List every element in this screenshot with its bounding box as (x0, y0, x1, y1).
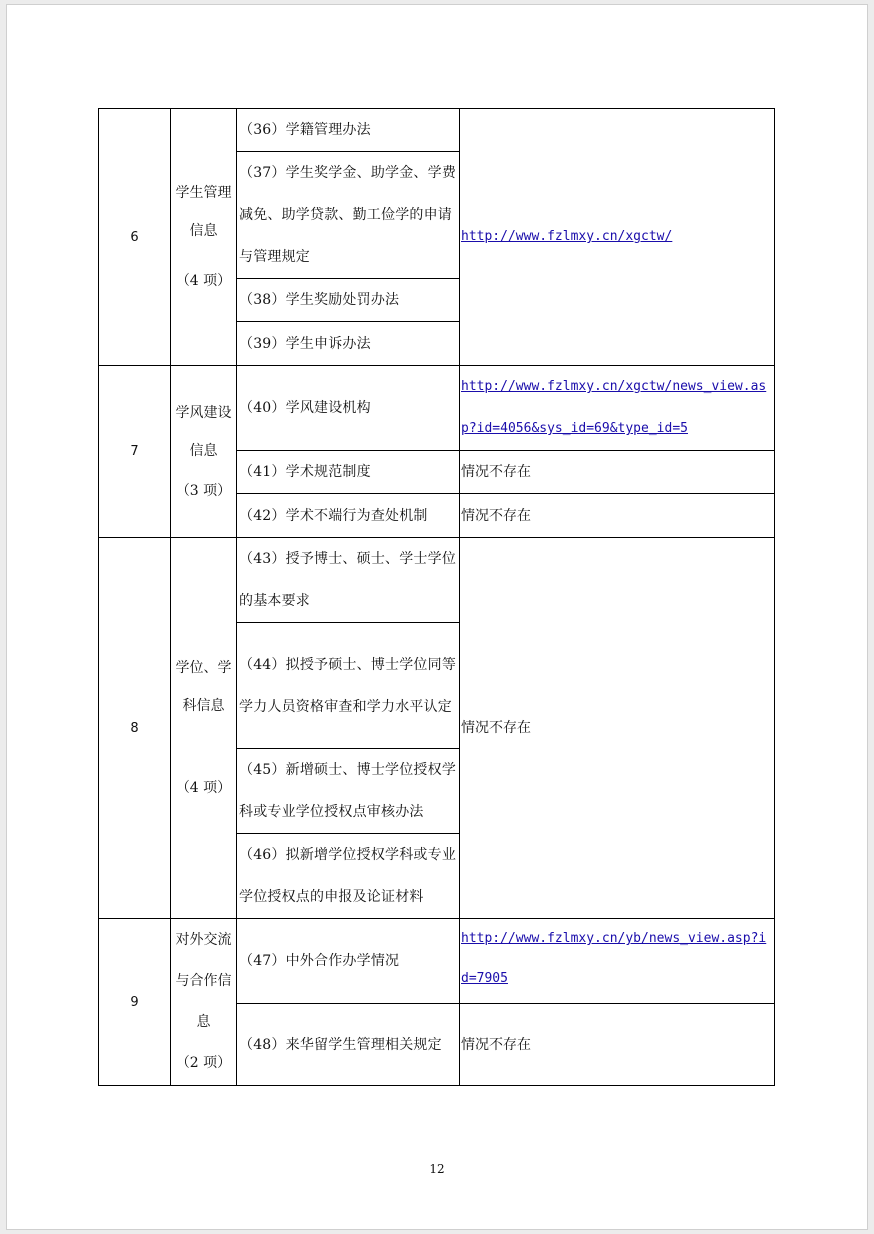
table-row (99, 366, 775, 451)
category-cell (171, 919, 237, 1086)
status-text: 情况不存在 (461, 1036, 531, 1053)
item-cell (237, 1004, 460, 1086)
item-cell (237, 538, 460, 623)
row-number: 9 (99, 919, 171, 1086)
status-text: 情况不存在 (461, 464, 531, 480)
category-label: 与合作信 (175, 973, 232, 989)
item-cell (237, 322, 460, 366)
category-count: （4 项） (175, 780, 232, 796)
category-count: （3 项） (175, 482, 232, 499)
item-text: （40）学风建设机构 (239, 400, 371, 416)
link-cell (460, 919, 775, 1004)
item-cell (237, 451, 460, 494)
category-cell (171, 109, 237, 366)
category-label: 信息 (189, 442, 218, 459)
item-text: （45）新增硕士、博士学位授权学科或专业学位授权点审核办法 (239, 762, 457, 820)
info-link[interactable]: http://www.fzlmxy.cn/yb/news_view.asp?id=7905 (461, 931, 767, 986)
category-label: 信息 (189, 223, 218, 239)
item-text: （46）拟新增学位授权学科或专业学位授权点的申报及论证材料 (239, 847, 457, 905)
category-cell (171, 538, 237, 919)
category-label: 对外交流 (175, 932, 232, 948)
status-cell (460, 538, 775, 919)
disclosure-table (98, 108, 775, 1086)
item-text: （36）学籍管理办法 (239, 122, 371, 138)
item-cell (237, 834, 460, 919)
link-cell (460, 366, 775, 451)
item-cell (237, 366, 460, 451)
item-text: （41）学术规范制度 (239, 464, 371, 480)
info-link[interactable]: http://www.fzlmxy.cn/xgctw/ (461, 229, 673, 244)
category-cell (171, 366, 237, 538)
table-row (99, 538, 775, 623)
category-label: 学风建设 (175, 404, 232, 421)
status-cell (460, 494, 775, 538)
category-label: 学生管理 (175, 185, 232, 201)
item-cell (237, 109, 460, 152)
category-count: （4 项） (175, 273, 232, 289)
item-cell (237, 494, 460, 538)
row-number: 8 (99, 538, 171, 919)
item-text: （37）学生奖学金、助学金、学费减免、助学贷款、勤工俭学的申请与管理规定 (239, 165, 457, 265)
status-cell (460, 1004, 775, 1086)
row-number: 7 (99, 366, 171, 538)
item-text: （39）学生申诉办法 (239, 335, 371, 352)
status-text: 情况不存在 (461, 507, 531, 524)
item-text: （43）授予博士、硕士、学士学位的基本要求 (239, 551, 457, 609)
category-label: 息 (196, 1014, 211, 1030)
table-row (99, 109, 775, 152)
status-text: 情况不存在 (461, 720, 531, 736)
item-cell (237, 749, 460, 834)
item-cell (237, 152, 460, 279)
item-text: （42）学术不端行为查处机制 (239, 507, 428, 524)
info-link[interactable]: http://www.fzlmxy.cn/xgctw/news_view.asp?id=4056&sys_id=69&type_id=5 (461, 379, 767, 436)
category-label: 科信息 (182, 698, 225, 714)
status-cell (460, 451, 775, 494)
item-cell (237, 623, 460, 749)
item-text: （47）中外合作办学情况 (239, 953, 400, 969)
item-text: （38）学生奖励处罚办法 (239, 292, 400, 308)
category-label: 学位、学 (175, 660, 232, 676)
row-number: 6 (99, 109, 171, 366)
item-cell (237, 279, 460, 322)
item-text: （44）拟授予硕士、博士学位同等学力人员资格审查和学力水平认定 (239, 656, 457, 715)
link-cell (460, 109, 775, 366)
category-count: （2 项） (175, 1055, 232, 1071)
page-number: 12 (429, 1162, 445, 1176)
item-cell (237, 919, 460, 1004)
table-row (99, 919, 775, 1004)
item-text: （48）来华留学生管理相关规定 (239, 1036, 442, 1053)
